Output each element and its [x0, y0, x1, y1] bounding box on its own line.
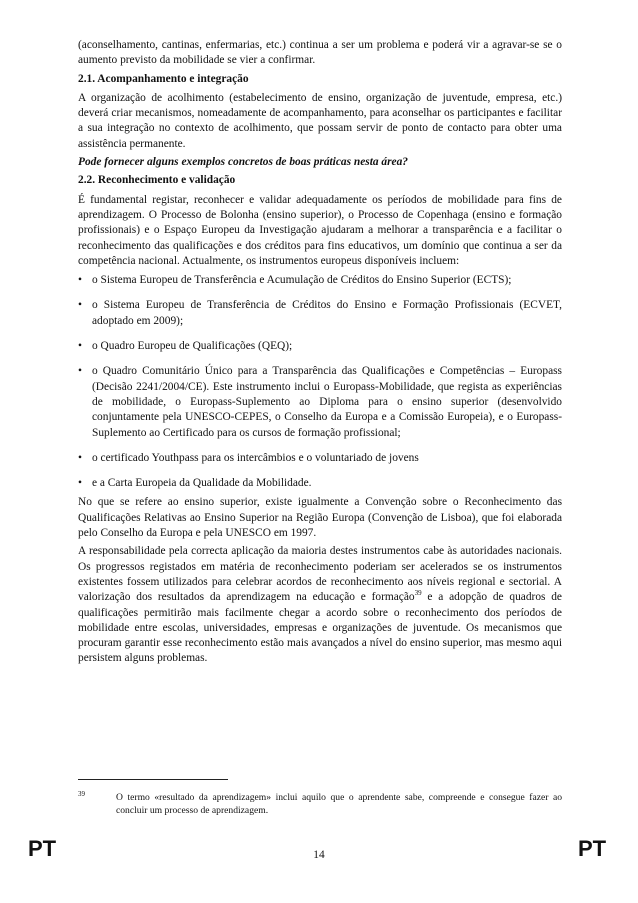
language-tag-left: PT [28, 836, 57, 861]
bullet-icon: • [78, 451, 82, 464]
responsibility-paragraph: A responsabilidade pela correcta aplicação da maioria destes instrumentos cabe às autoridades nacionais. Os progressos registados em matéria de reconhecimento poderiam ser acelerados se os instrumentos existentes fossem utilizados para celebrar acordos de reconhecimento aos níveis regional e sectorial. A valorização dos resultados da aprendizagem na educação e formação$^{39}$ e a adopção de quadros de qualificações permitirão mais facilmente chegar a acordo sobre o reconhecimento dos períodos de mobilidade entre escolas, universidades, empresas e organizações de juventude. Os mecanismos que procuram garantir esse reconhecimento estão mais avançados a nível do ensino superior, mas mesmo aqui persistem alguns problemas. [78, 545, 562, 665]
bullet-icon: • [78, 365, 82, 378]
intro-paragraph: (aconselhamento, cantinas, enfermarias, etc.) continua a ser um problema e poderá vir a agravar-se se o aumento previsto da mobilidade se vier a confirmar. [78, 39, 562, 67]
lisbon-convention-paragraph: No que se refere ao ensino superior, existe igualmente a Convenção sobre o Reconhecimento das Qualificações Relativas ao Ensino Superior na Região Europa (Convenção de Lisboa), que foi elaborada pelo Conselho da Europa e pela UNESCO em 1997. [78, 496, 562, 540]
bullet-icon: • [78, 299, 82, 312]
section-heading-2-2: 2.2. Reconhecimento e validação [78, 174, 236, 187]
bullet-icon: • [78, 274, 82, 287]
list-item: • o Quadro Comunitário Único para a Transparência das Qualificações e Competências – Europass (Decisão 2241/2004/CE). Este instrumento inclui o Europass-Mobilidade, que regista as experiências de mobilidade, o Europass-Suplemento ao Diploma para o ensino superior (desenvolvido conjuntamente pela UNESCO-CEPES, o Conselho da Europa e a Comissão Europeia), e o Europass-Suplemento ao Certificado para os cursos de formação profissional; [78, 365, 562, 439]
footnote-reference[interactable]: 39 [414, 589, 422, 598]
section-heading-2-1: 2.1. Acompanhamento e integração [78, 72, 249, 85]
bullet-icon: • [78, 477, 82, 490]
language-tag-right: PT [578, 836, 607, 861]
list-item: • o Sistema Europeu de Transferência de Créditos do Ensino e Formação Profissionais (ECVET, adoptado em 2009); [78, 299, 562, 327]
list-item: • o Sistema Europeu de Transferência e Acumulação de Créditos do Ensino Superior (ECTS); [78, 273, 562, 288]
page-number: 14 [313, 849, 325, 861]
list-item: • e a Carta Europeia da Qualidade da Mobilidade. [78, 476, 562, 491]
consultation-question: Pode fornecer alguns exemplos concretos de boas práticas nesta área? [78, 156, 408, 169]
bullet-icon: • [78, 340, 82, 353]
footnote-divider [78, 779, 228, 780]
section-2-2-paragraph: É fundamental registar, reconhecer e validar adequadamente os períodos de mobilidade para fins de aprendizagem. O Processo de Bolonha (ensino superior), o Processo de Copenhaga (ensino e formação profissionais) e o Espaço Europeu da Investigação ajudaram a melhorar a transparência e a facilitar o reconhecimento das qualificações e dos créditos para fins educativos, um domínio que continua a ser da competência nacional. Actualmente, os instrumentos europeus disponíveis incluem: [78, 193, 562, 267]
list-item: • o certificado Youthpass para os intercâmbios e o voluntariado de jovens [78, 451, 562, 466]
section-2-1-paragraph: A organização de acolhimento (estabelecimento de ensino, organização de juventude, empresa, etc.) deverá criar mecanismos, nomeadamente de acompanhamento, para aconselhar os participantes e facilitar a sua integração no contexto de acolhimento, que possam servir de ponto de contacto para obter uma assistência permanente. [78, 91, 562, 150]
page-body [78, 38, 562, 670]
footnote [78, 791, 562, 817]
instruments-list [78, 273, 562, 491]
list-item: • o Quadro Europeu de Qualificações (QEQ); [78, 339, 562, 354]
footnote-number: 39 [78, 790, 85, 798]
footnote-text: O termo «resultado da aprendizagem» inclui aquilo que o aprendente sabe, compreende e consegue fazer ao concluir um processo de aprendizagem. [116, 792, 562, 816]
